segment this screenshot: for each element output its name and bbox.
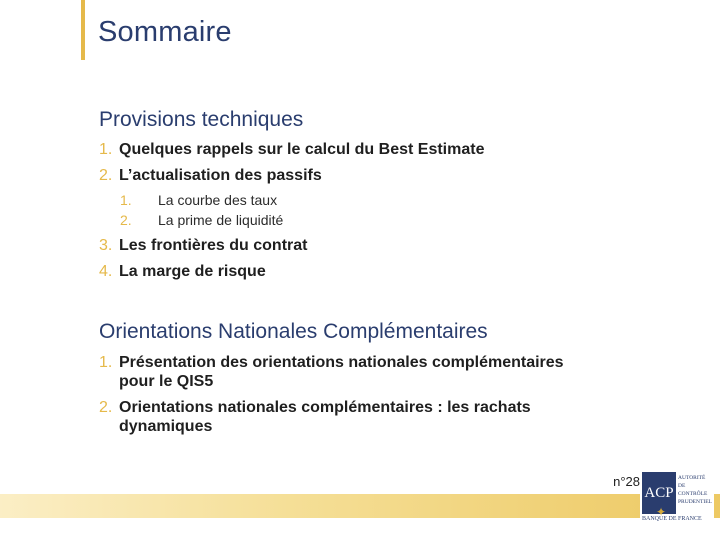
page-title: Sommaire bbox=[98, 16, 232, 48]
list-number: 2. bbox=[99, 399, 113, 416]
section-heading-provisions: Provisions techniques bbox=[99, 108, 304, 131]
logo-name-line: AUTORITÉ bbox=[678, 475, 706, 481]
list-item bbox=[99, 236, 307, 255]
sub-list-number: 1. bbox=[120, 192, 132, 208]
list-item bbox=[99, 166, 484, 185]
section-heading-orientations: Orientations Nationales Complémentaires bbox=[99, 320, 488, 343]
list-item bbox=[99, 262, 307, 281]
list-item bbox=[99, 398, 599, 436]
sub-list-item-text: La courbe des taux bbox=[158, 192, 278, 208]
orientations-list bbox=[99, 353, 599, 436]
bank-emblem-icon: ✦ bbox=[655, 505, 667, 519]
page-number: n°28 bbox=[613, 474, 640, 489]
list-number: 4. bbox=[99, 263, 113, 280]
sub-list-item bbox=[120, 210, 283, 230]
provisions-list-top bbox=[99, 140, 484, 185]
list-item bbox=[99, 140, 484, 159]
actualisation-sublist bbox=[120, 190, 283, 230]
logo-authority-name bbox=[678, 474, 714, 506]
title-accent-bar bbox=[81, 0, 85, 60]
list-number: 1. bbox=[99, 141, 113, 158]
list-number: 2. bbox=[99, 167, 113, 184]
list-number: 1. bbox=[99, 354, 113, 371]
acp-logo bbox=[640, 470, 714, 530]
list-item-text: Orientations nationales complémentaires : les rachats dynamiques bbox=[119, 399, 531, 435]
sub-list-number: 2. bbox=[120, 212, 132, 228]
list-item-text: La marge de risque bbox=[119, 263, 266, 280]
logo-acronym: ACP bbox=[642, 472, 676, 514]
list-number: 3. bbox=[99, 237, 113, 254]
logo-name-line: PRUDENTIEL bbox=[678, 499, 712, 505]
logo-issuer: BANQUE DE FRANCE bbox=[642, 516, 702, 522]
sub-list-item bbox=[120, 190, 283, 210]
list-item-text: Les frontières du contrat bbox=[119, 237, 308, 254]
footer-band bbox=[0, 494, 720, 518]
provisions-list-bottom bbox=[99, 236, 307, 281]
list-item-text: Quelques rappels sur le calcul du Best Estimate bbox=[119, 141, 485, 158]
list-item-text: L’actualisation des passifs bbox=[119, 167, 322, 184]
logo-name-line: DE CONTRÔLE bbox=[678, 483, 708, 497]
sub-list-item-text: La prime de liquidité bbox=[158, 212, 284, 228]
list-item-text: Présentation des orientations nationales complémentaires pour le QIS5 bbox=[119, 354, 564, 390]
list-item bbox=[99, 353, 599, 391]
